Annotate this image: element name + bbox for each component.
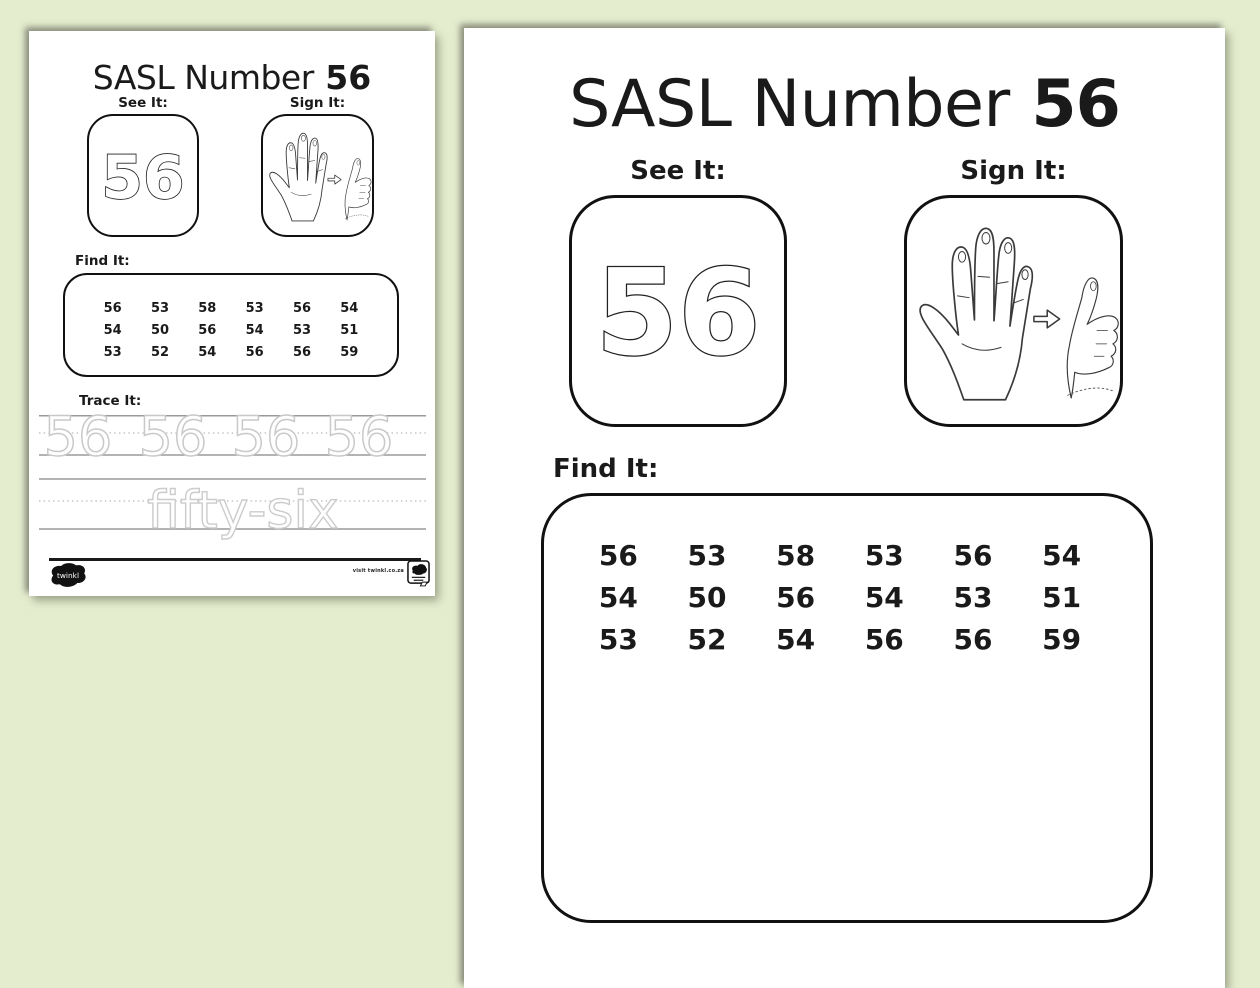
find-grid-cell: 56 [953,539,993,572]
find-grid-cell: 54 [340,301,359,316]
svg-text:56: 56 [595,243,761,382]
trace-number: 56 [324,405,394,468]
find-grid-cell: 54 [1042,539,1082,572]
find-grid [544,496,1150,658]
find-grid-cell: 56 [292,345,312,360]
find-grid-cell: 51 [340,323,359,338]
arrow-right-icon [1034,310,1060,328]
trace-numbers [44,405,394,468]
find-grid-cell: 56 [864,623,904,656]
sign-it-label: Sign It: [289,95,346,111]
find-grid-cell: 51 [1042,581,1082,614]
title-number: 56 [1031,67,1120,142]
sign-it-box [904,195,1123,427]
find-grid-cell: 56 [245,345,264,360]
find-grid [65,275,397,362]
find-grid-cell: 53 [103,345,122,360]
find-grid-cell: 53 [864,539,904,572]
find-grid-cell: 54 [198,345,217,360]
sign-it-box [261,114,374,237]
find-it-box [541,493,1153,923]
title-text: SASL Number [92,58,314,97]
find-grid-cell: 54 [864,581,904,614]
find-grid-cell: 50 [687,581,727,614]
sasl-sign-hands-icon [907,198,1120,424]
find-grid-cell: 53 [687,539,727,572]
worksheet-zoomed-page[interactable] [464,28,1225,988]
find-grid-cell: 59 [340,345,359,360]
find-grid-cell: 58 [776,539,816,572]
svg-text:twinkl: twinkl [56,571,80,581]
worksheet-title [464,67,1225,142]
find-grid-cell: 53 [245,301,264,316]
quality-badge-icon [407,560,430,587]
worksheet-thumbnail-page[interactable] [29,31,435,596]
trace-number: 56 [138,405,208,468]
outline-number-56 [572,198,784,424]
sasl-sign-hands-icon [263,116,372,235]
find-grid-cell: 53 [953,581,993,614]
find-grid-cell: 59 [1042,623,1082,656]
trace-it-area[interactable] [39,405,426,541]
sign-it-label: Sign It: [960,156,1067,186]
svg-text:56: 56 [101,144,185,214]
footer-divider [49,558,421,561]
see-it-label: See It: [630,156,726,186]
find-grid-cell: 54 [598,581,638,614]
title-number: 56 [325,58,372,97]
see-it-box [569,195,787,427]
twinkl-logo [47,562,89,589]
see-it-box [87,114,199,237]
worksheet-title [29,58,435,97]
find-grid-cell: 54 [776,623,816,656]
see-it-label: See It: [118,95,168,111]
find-grid-cell: 50 [150,323,170,338]
find-grid-cell: 54 [103,323,122,338]
title-text: SASL Number [569,67,1010,142]
find-it-label: Find It: [75,253,130,269]
find-grid-cell: 56 [103,301,122,316]
find-grid-cell: 56 [198,323,217,338]
find-grid-cell: 53 [150,301,170,316]
find-grid-cell: 58 [198,301,217,316]
find-grid-cell: 56 [953,623,993,656]
trace-number: 56 [231,405,301,468]
find-grid-cell: 52 [687,623,727,656]
site-url-text: visit twinkl.co.za [352,568,404,574]
trace-word: fifty-six [147,481,339,541]
arrow-right-icon [328,175,341,184]
find-it-label: Find It: [553,454,659,484]
find-grid-cell: 53 [292,323,312,338]
trace-number: 56 [43,405,113,468]
find-grid-cell: 56 [776,581,816,614]
find-it-box [63,273,399,377]
find-grid-cell: 53 [598,623,638,656]
find-grid-cell: 52 [150,345,170,360]
find-grid-cell: 54 [245,323,264,338]
find-grid-cell: 56 [598,539,638,572]
trace-it-label: Trace It: [79,393,142,409]
find-grid-cell: 56 [292,301,312,316]
outline-number-56 [89,116,197,235]
